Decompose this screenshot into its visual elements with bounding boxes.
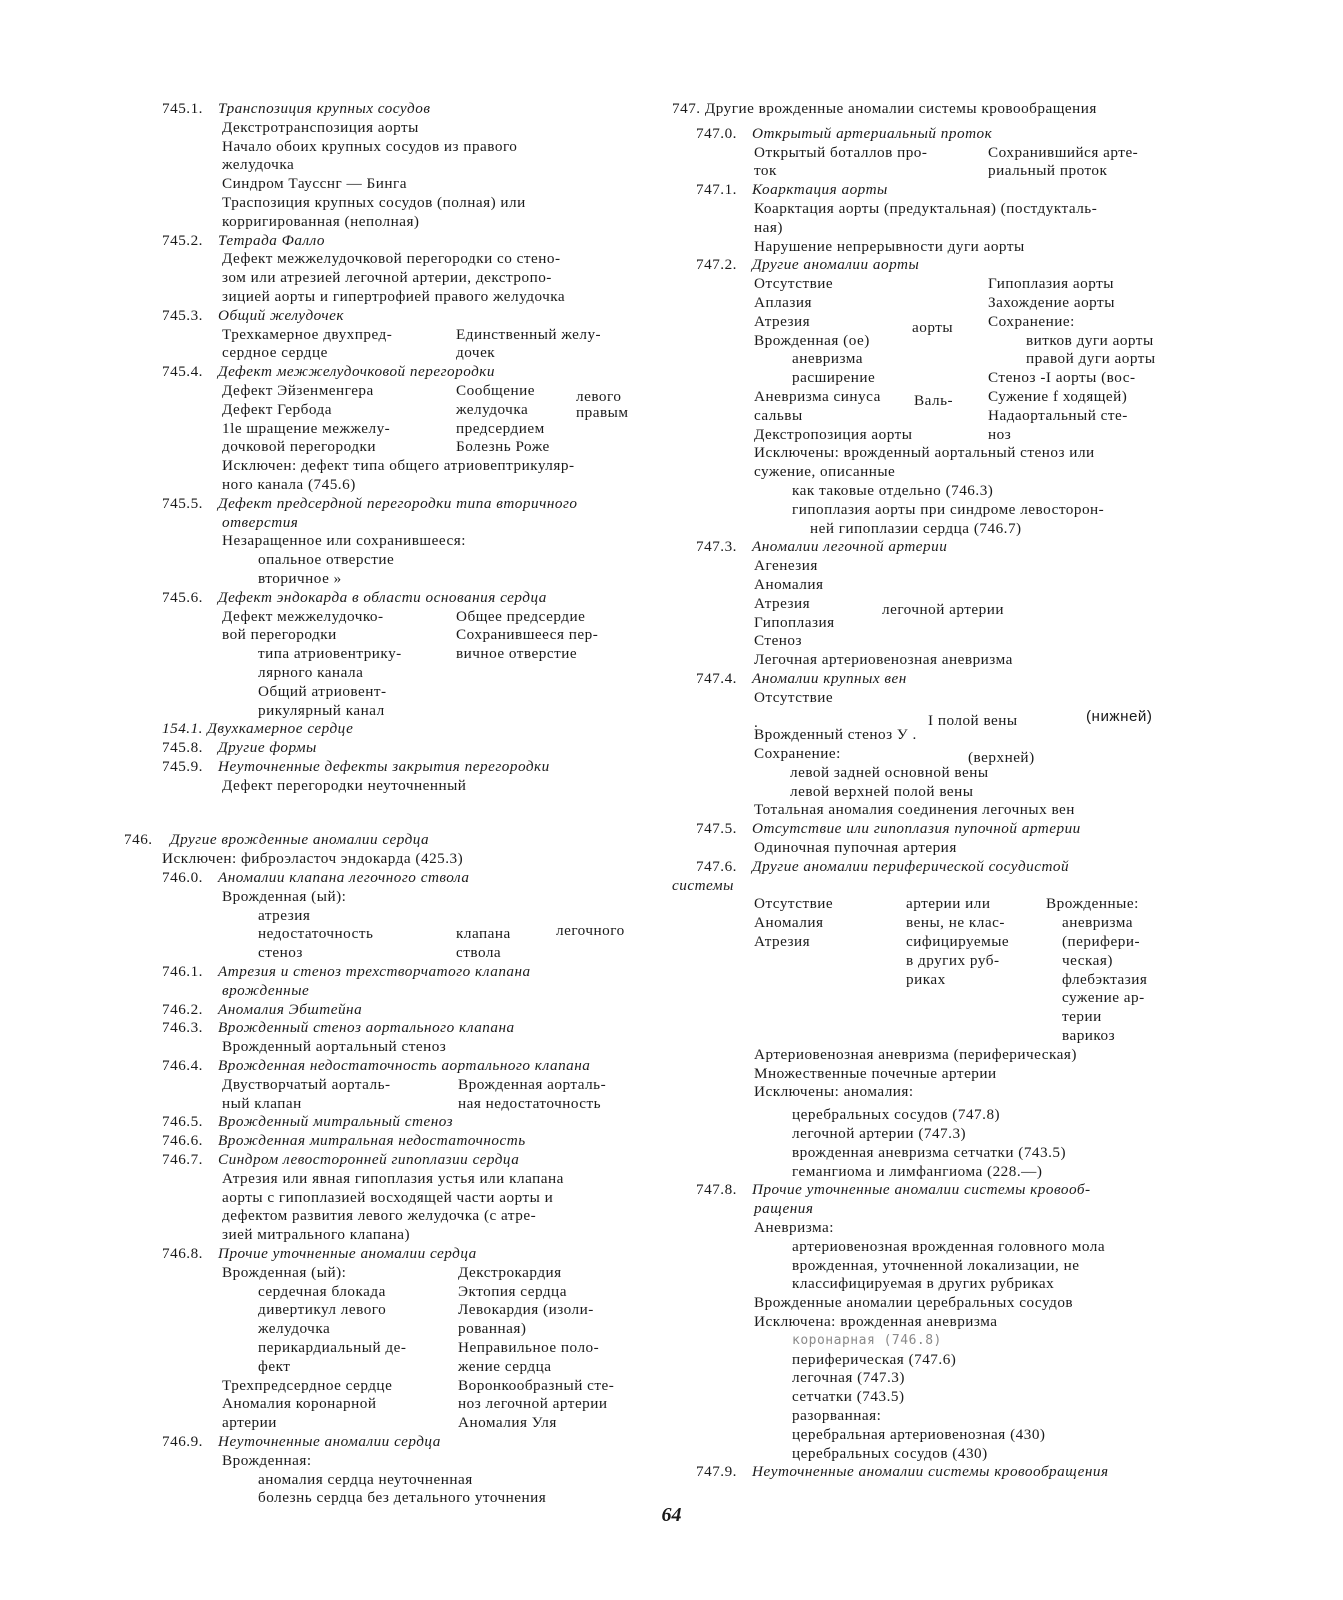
text-line: Исключена: врожденная аневризма bbox=[754, 1313, 998, 1330]
col-b: Эктопия сердца bbox=[458, 1282, 567, 1300]
code-745-8: 745.8.Другие формы bbox=[162, 739, 317, 757]
text-line: Гипоплазия bbox=[754, 613, 835, 631]
code-747-8: 747.8.Прочие уточненные аномалии системы кровооб- bbox=[696, 1181, 1091, 1199]
col-a: Дефект Гербода bbox=[222, 400, 332, 418]
two-column-line bbox=[124, 1264, 644, 1283]
code-746-8: 746.8.Прочие уточненные аномалии сердца bbox=[162, 1245, 477, 1263]
text-line: Тотальная аномалия соединения легочных вен bbox=[754, 801, 1075, 819]
col-a: Врожденная (ый): bbox=[222, 1263, 347, 1281]
text-line: коронарная (746.8) bbox=[792, 1332, 942, 1348]
col-c: правым bbox=[576, 403, 629, 421]
code-747-5: 747.5.Отсутствие или гипоплазия пупочной артерии bbox=[696, 820, 1081, 838]
text-line: аномалия сердца неуточненная bbox=[258, 1470, 473, 1488]
two-column-line bbox=[672, 312, 1202, 336]
text-line: Отсутствие bbox=[754, 688, 834, 706]
text-line: периферическая (747.6) bbox=[792, 1350, 957, 1368]
text-line: ней гипоплазии сердца (746.7) bbox=[810, 519, 1022, 537]
text-line: церебральных сосудов (747.8) bbox=[792, 1106, 1001, 1124]
col-a: Аномалия коронарной bbox=[222, 1395, 377, 1413]
text-line: Исключен: дефект типа общего атриовептрикуляр- bbox=[222, 457, 575, 475]
col-a: Врожденная (ое) bbox=[754, 331, 870, 349]
text-line: сетчатки (743.5) bbox=[792, 1388, 905, 1406]
three-column-line bbox=[672, 933, 1202, 952]
text-line: Дефект перегородки неуточненный bbox=[222, 776, 467, 794]
two-column-line bbox=[124, 381, 644, 405]
col-b: вены, не клас- bbox=[906, 914, 1005, 932]
col-b: Воронкообразный сте- bbox=[458, 1376, 615, 1394]
col-b: клапана bbox=[456, 925, 511, 943]
col-a: типа атриовентрику- bbox=[258, 645, 402, 663]
two-column-line bbox=[124, 1095, 644, 1114]
col-a: желудочка bbox=[258, 1320, 331, 1338]
three-column-line bbox=[672, 914, 1202, 933]
text-line: Исключен: фиброэласточ эндокарда (425.3) bbox=[162, 850, 464, 868]
col-b: Сужение f ходящей) bbox=[988, 387, 1128, 405]
code-154-1: 154.1. Двухкамерное сердце bbox=[162, 720, 354, 738]
col-a: Аплазия bbox=[754, 293, 813, 311]
text-line: ная) bbox=[754, 218, 783, 236]
text-line: Агенезия bbox=[754, 557, 818, 575]
text-line: врожденная аневризма сетчатки (743.5) bbox=[792, 1143, 1067, 1161]
text-line: врожденные bbox=[222, 981, 310, 999]
col-b: ствола bbox=[456, 944, 502, 962]
col-b: рованная) bbox=[458, 1320, 527, 1338]
col-a: перикардиальный де- bbox=[258, 1339, 407, 1356]
col-c: ческая) bbox=[1062, 951, 1113, 969]
text-line: опальное отверстие bbox=[258, 551, 395, 569]
col-c: легочной артерии bbox=[882, 600, 1005, 618]
code-746-3: 746.3.Врожденный стеноз аортального клапана bbox=[162, 1019, 515, 1037]
text-line: Артериовенозная аневризма (периферическая) bbox=[754, 1045, 1077, 1063]
text-line: зом или атрезией легочной артерии, декстропо- bbox=[222, 269, 552, 287]
text-line: Исключены: врожденный аортальный стеноз или bbox=[754, 444, 1095, 462]
col-c: Врожденные: bbox=[1046, 895, 1139, 913]
three-column-line bbox=[672, 971, 1202, 990]
text-line: Траспозиция крупных сосудов (полная) или bbox=[222, 193, 526, 211]
three-column-line bbox=[672, 952, 1202, 971]
col-b: жение сердца bbox=[458, 1357, 552, 1375]
two-column-line bbox=[124, 944, 644, 963]
page-number: 64 bbox=[661, 1504, 682, 1526]
text-line: гипоплазия аорты при синдроме левосторон- bbox=[792, 500, 1105, 518]
text-line: атрезия bbox=[258, 906, 311, 924]
text-line: Исключены: аномалия: bbox=[754, 1083, 914, 1101]
two-column-line bbox=[124, 420, 644, 439]
text-line: Врожденный аортальный стеноз bbox=[222, 1038, 447, 1056]
two-column-line bbox=[124, 401, 644, 420]
two-column-line bbox=[124, 608, 644, 627]
two-column-line bbox=[672, 162, 1202, 181]
code-747: 747. Другие врожденные аномалии системы кровообращения bbox=[672, 100, 1097, 117]
text-line: Стеноз bbox=[754, 632, 803, 650]
col-b: Неправильное поло- bbox=[458, 1339, 600, 1356]
text-line: левой задней основной вены bbox=[790, 763, 989, 781]
two-column-line bbox=[124, 1320, 644, 1339]
text-line: левой верхней полой вены bbox=[790, 782, 974, 800]
text-line: Коарктация аорты (предуктальная) (постдукталь- bbox=[754, 199, 1098, 217]
two-column-line bbox=[124, 1395, 644, 1414]
three-column-line bbox=[672, 895, 1202, 914]
text-line: Врожденный стеноз У . bbox=[754, 726, 917, 744]
text-line: Аномалия bbox=[754, 575, 824, 593]
col-a: Атрезия bbox=[754, 594, 811, 612]
code-745-6: 745.6.Дефект эндокарда в области основания сердца bbox=[162, 588, 547, 606]
two-column-line bbox=[672, 369, 1202, 388]
col-a: дивертикул левого bbox=[258, 1301, 387, 1319]
col-a: Дефект Эйзенменгера bbox=[222, 381, 374, 399]
col-b: артерии или bbox=[906, 895, 991, 913]
col-b: витков дуги аорты bbox=[1026, 331, 1154, 349]
col-b: предсердием bbox=[456, 419, 545, 437]
two-column-line bbox=[124, 1377, 644, 1396]
code-745-2: 745.2.Тетрада Фалло bbox=[162, 231, 325, 249]
text-line: ного канала (745.6) bbox=[222, 475, 356, 493]
two-column-line bbox=[124, 344, 644, 363]
text-line: зицией аорты и гипертрофией правого желудочка bbox=[222, 287, 566, 305]
col-c: (перифери- bbox=[1062, 933, 1141, 951]
col-b: Сообщение bbox=[456, 381, 535, 399]
col-a: сальвы bbox=[754, 406, 803, 424]
text-line: Начало обоих крупных сосудов из правого bbox=[222, 137, 518, 155]
text-line: разорванная: bbox=[792, 1406, 882, 1424]
col-a: Трехпредсердное сердце bbox=[222, 1376, 393, 1394]
col-a: Дефект межжелудочко- bbox=[222, 607, 384, 625]
col-a: . bbox=[754, 713, 759, 731]
col-b: Захождение аорты bbox=[988, 293, 1115, 311]
text-line: церебральных сосудов (430) bbox=[792, 1444, 988, 1462]
col-c: легочного bbox=[556, 922, 625, 940]
text-line: Общий атриовент- bbox=[258, 682, 387, 700]
col-a: аневризма bbox=[792, 350, 864, 368]
two-column-line bbox=[124, 1301, 644, 1320]
col-a: Аномалия bbox=[754, 914, 824, 932]
col-b: Стеноз -I аорты (вос- bbox=[988, 369, 1136, 387]
code-746-7: 746.7.Синдром левосторонней гипоплазии сердца bbox=[162, 1151, 520, 1169]
col-a: Аневризма синуса bbox=[754, 387, 881, 405]
two-column-line bbox=[124, 1076, 644, 1095]
two-column-line bbox=[124, 1358, 644, 1377]
col-a: Отсутствие bbox=[754, 895, 834, 913]
col-b: желудочка bbox=[456, 400, 529, 418]
text-line: артериовенозная врожденная головного мола bbox=[792, 1237, 1106, 1255]
text-line: Синдром Таусснг — Бинга bbox=[222, 175, 407, 193]
col-a: расширение bbox=[792, 369, 876, 387]
code-745-1: 745.1.Транспозиция крупных сосудов bbox=[162, 100, 431, 117]
code-745-5: 745.5.Дефект предсердной перегородки типа вторичного bbox=[162, 494, 578, 512]
code-746-9: 746.9.Неуточненные аномалии сердца bbox=[162, 1432, 441, 1450]
text-line: врожденная, уточненной локализации, не bbox=[792, 1256, 1080, 1274]
text-line: классифицируемая в других рубриках bbox=[792, 1275, 1055, 1293]
col-b: ноз легочной артерии bbox=[458, 1395, 608, 1413]
col-c: сужение ар- bbox=[1062, 989, 1145, 1007]
text-line: Одиночная пупочная артерия bbox=[754, 839, 957, 857]
col-c: (нижней) bbox=[1086, 707, 1153, 725]
left-column bbox=[124, 100, 644, 1508]
code-746-2: 746.2.Аномалия Эбштейна bbox=[162, 1000, 363, 1018]
col-b: (верхней) bbox=[968, 749, 1035, 767]
right-column bbox=[672, 100, 1202, 1482]
col-a: Трехкамерное двухпред- bbox=[222, 325, 393, 343]
text-line: церебральная артериовенозная (430) bbox=[792, 1425, 1046, 1443]
col-b: Левокардия (изоли- bbox=[458, 1301, 594, 1319]
text-line: лярного канала bbox=[258, 663, 364, 681]
col-a: ток bbox=[754, 162, 777, 180]
code-746-5: 746.5.Врожденный митральный стеноз bbox=[162, 1113, 454, 1131]
code-747-2: 747.2.Другие аномалии аорты bbox=[696, 256, 920, 274]
text-line: Дефект межжелудочковой перегородки со стено- bbox=[222, 250, 561, 268]
col-a: недостаточность bbox=[258, 925, 374, 943]
text-line: рикулярный канал bbox=[258, 701, 385, 719]
text-line: легочная (747.3) bbox=[792, 1369, 905, 1387]
code-747-0: 747.0.Открытый артериальный проток bbox=[696, 124, 993, 142]
two-column-line bbox=[672, 144, 1202, 163]
two-column-line bbox=[124, 1414, 644, 1433]
col-b: I полой вены bbox=[928, 711, 1018, 729]
col-b: Сохранившийся арте- bbox=[988, 143, 1139, 161]
two-column-line bbox=[124, 1283, 644, 1302]
col-c: флебэктазия bbox=[1062, 970, 1148, 988]
two-column-line bbox=[124, 626, 644, 645]
col-a: сердечная блокада bbox=[258, 1282, 386, 1300]
two-column-line bbox=[672, 745, 1202, 767]
col-c: аорты bbox=[912, 318, 954, 336]
col-b: Единственный желу- bbox=[456, 325, 602, 343]
text-line: Атрезия или явная гипоплазия устья или клапана bbox=[222, 1169, 564, 1187]
text-line: легочной артерии (747.3) bbox=[792, 1125, 967, 1143]
col-b: сифицируемые bbox=[906, 933, 1010, 951]
col-b: Надаортальный сте- bbox=[988, 406, 1128, 424]
three-column-line bbox=[672, 1008, 1202, 1027]
col-a: стеноз bbox=[258, 944, 303, 962]
text-line: Множественные почечные артерии bbox=[754, 1064, 997, 1082]
code-747-6: 747.6.Другие аномалии периферической сосудистой bbox=[696, 857, 1070, 875]
text-line: ращения bbox=[754, 1200, 814, 1218]
text-line: дефектом развития левого желудочка (с атре- bbox=[222, 1207, 537, 1225]
two-column-line bbox=[672, 350, 1202, 369]
text-line: отверстия bbox=[222, 513, 299, 531]
col-c: аневризма bbox=[1062, 914, 1134, 932]
col-b: ная недостаточность bbox=[458, 1094, 602, 1112]
text-line: Аневризма: bbox=[754, 1219, 834, 1237]
text-line: аорты с гипоплазией восходящей части аорты и bbox=[222, 1188, 554, 1206]
col-a: сердное сердце bbox=[222, 344, 328, 362]
code-746-6: 746.6.Врожденная митральная недостаточность bbox=[162, 1132, 526, 1150]
col-a: Атрезия bbox=[754, 312, 811, 330]
code-746-1: 746.1.Атрезия и стеноз трехстворчатого клапана bbox=[162, 963, 531, 981]
col-c: Валь- bbox=[914, 391, 954, 409]
two-column-line bbox=[672, 707, 1202, 731]
code-747-4: 747.4.Аномалии крупных вен bbox=[696, 669, 907, 687]
text-line: корригированная (неполная) bbox=[222, 212, 420, 230]
text-line: Легочная артериовенозная аневризма bbox=[754, 651, 1013, 669]
col-b: Врожденная аорталь- bbox=[458, 1075, 607, 1093]
col-a: Атрезия bbox=[754, 933, 811, 951]
col-a: артерии bbox=[222, 1414, 277, 1432]
col-a: вой перегородки bbox=[222, 626, 337, 644]
text-line: зией митрального клапана) bbox=[222, 1226, 411, 1244]
two-column-line bbox=[124, 645, 644, 664]
text-line: системы bbox=[672, 876, 734, 894]
col-b: ноз bbox=[988, 425, 1012, 443]
three-column-line bbox=[672, 1027, 1202, 1046]
text-line: Декстротранспозиция аорты bbox=[222, 118, 419, 136]
two-column-line bbox=[672, 294, 1202, 313]
col-a: Двустворчатый аорталь- bbox=[222, 1075, 391, 1093]
code-745-9: 745.9.Неуточненные дефекты закрытия перегородки bbox=[162, 757, 550, 775]
two-column-line bbox=[124, 438, 644, 457]
col-b: Декстрокардия bbox=[458, 1263, 562, 1281]
code-747-9: 747.9.Неуточненные аномалии системы кровообращения bbox=[696, 1463, 1109, 1481]
text-line: Незаращенное или сохранившееся: bbox=[222, 532, 466, 550]
col-a: 1le шращение межжелу- bbox=[222, 419, 391, 437]
col-b: Общее предсердие bbox=[456, 607, 586, 625]
code-746-0: 746.0.Аномалии клапана легочного ствола bbox=[162, 869, 470, 887]
col-a: Отсутствие bbox=[754, 275, 834, 293]
three-column-line bbox=[672, 989, 1202, 1008]
col-a: Открытый боталлов про- bbox=[754, 143, 928, 161]
text-line: сужение, описанные bbox=[754, 463, 896, 481]
text-line: болезнь сердца без детального уточнения bbox=[258, 1489, 547, 1507]
col-c: терии bbox=[1062, 1008, 1102, 1026]
col-a: Декстропозиция аорты bbox=[754, 425, 913, 443]
col-a: дочковой перегородки bbox=[222, 438, 376, 456]
col-c: варикоз bbox=[1062, 1027, 1116, 1045]
col-b: правой дуги аорты bbox=[1026, 350, 1156, 368]
col-b: Болезнь Роже bbox=[456, 438, 550, 456]
code-746-4: 746.4.Врожденная недостаточность аортального клапана bbox=[162, 1057, 591, 1075]
col-b: Аномалия Уля bbox=[458, 1414, 557, 1432]
col-b: вичное отверстие bbox=[456, 645, 578, 663]
col-a: фект bbox=[258, 1357, 291, 1375]
code-747-3: 747.3.Аномалии легочной артерии bbox=[696, 538, 948, 556]
two-column-line bbox=[672, 388, 1202, 407]
text-line: желудочка bbox=[222, 156, 295, 174]
col-b: Сохранение: bbox=[988, 312, 1075, 330]
code-745-4: 745.4.Дефект межжелудочковой перегородки bbox=[162, 363, 495, 381]
two-column-line bbox=[672, 275, 1202, 294]
text-line: вторичное » bbox=[258, 569, 342, 587]
text-line: Врожденная: bbox=[222, 1451, 312, 1469]
col-a: ный клапан bbox=[222, 1094, 302, 1112]
text-line: Нарушение непрерывности дуги аорты bbox=[754, 237, 1025, 255]
text-line: гемангиома и лимфангиома (228.—) bbox=[792, 1162, 1043, 1180]
two-column-line bbox=[124, 326, 644, 345]
col-b: Сохранившееся пер- bbox=[456, 626, 599, 644]
col-a: Сохранение: bbox=[754, 745, 841, 763]
text-line: Врожденная (ый): bbox=[222, 887, 347, 905]
text-line: Врожденные аномалии церебральных сосудов bbox=[754, 1294, 1074, 1312]
col-b: дочек bbox=[456, 344, 496, 362]
code-746: 746.Другие врожденные аномалии сердца bbox=[124, 831, 430, 849]
text-line: как таковые отдельно (746.3) bbox=[792, 481, 994, 499]
code-745-3: 745.3.Общий желудочек bbox=[162, 306, 344, 324]
col-c: левого bbox=[576, 387, 622, 405]
col-b: Гипоплазия аорты bbox=[988, 275, 1114, 293]
col-b: в других руб- bbox=[906, 951, 1000, 969]
two-column-line bbox=[672, 594, 1202, 618]
code-747-1: 747.1.Коарктация аорты bbox=[696, 181, 888, 199]
col-b: риках bbox=[906, 970, 946, 988]
col-b: риальный проток bbox=[988, 162, 1108, 180]
two-column-line bbox=[672, 426, 1202, 445]
two-column-line bbox=[124, 1339, 644, 1358]
two-column-line bbox=[124, 922, 644, 944]
